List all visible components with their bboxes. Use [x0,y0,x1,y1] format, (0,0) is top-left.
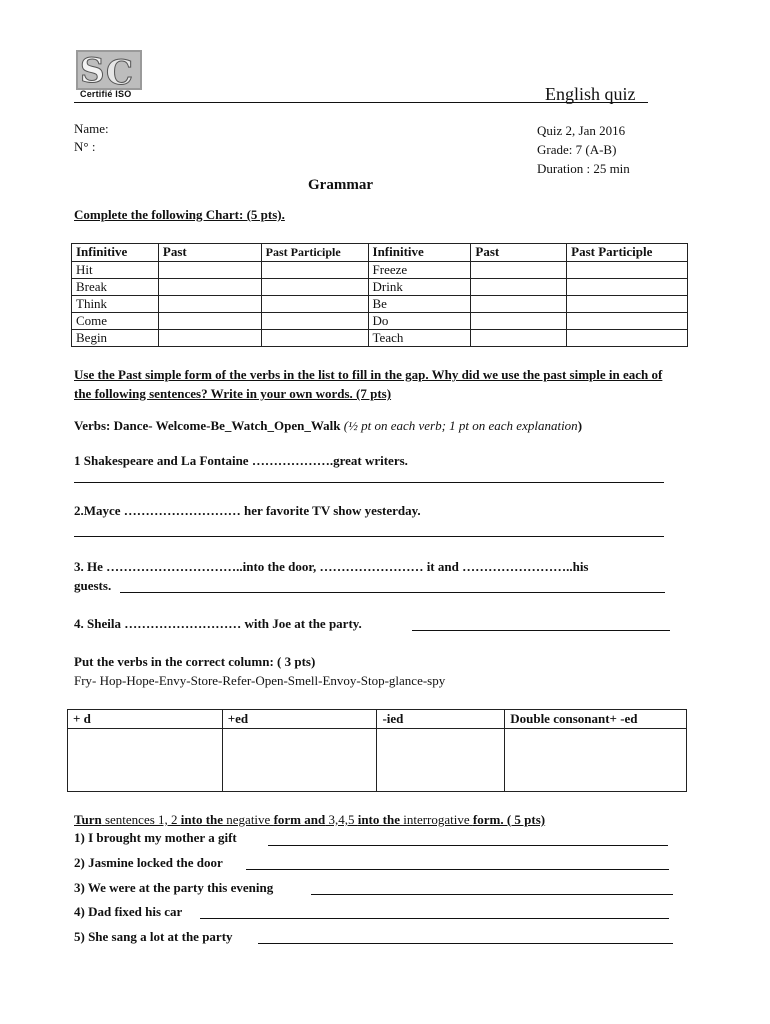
header-cell: Past Participle [261,244,368,262]
answer-cell[interactable] [158,262,261,279]
answer-line[interactable] [74,482,664,483]
transform-item-3: 3) We were at the party this evening [74,880,274,895]
answer-cell[interactable] [567,279,688,296]
table-row [72,262,688,279]
verbs-note: (½ pt on each verb; 1 pt on each explanation [343,418,578,433]
exercise3-instruction: Put the verbs in the correct column: ( 3 pts) [74,654,316,669]
verbs-close: ) [577,418,583,433]
answer-line[interactable] [412,630,670,631]
answer-cell[interactable] [471,279,567,296]
answer-cell[interactable] [471,262,567,279]
sentence-2: 2.Mayce ……………………… her favorite TV show yesterday. [74,503,421,518]
answer-cell[interactable] [567,262,688,279]
verb-cell: Come [72,313,159,330]
header-cell: Infinitive [72,244,159,262]
document-title: English quiz [545,84,636,104]
answer-cell[interactable] [261,330,368,347]
answer-cell[interactable] [261,313,368,330]
header-cell: Infinitive [368,244,471,262]
answer-cell[interactable] [261,279,368,296]
sentence-3: 3. He …………………………..into the door, …………………… it and ……………………..his [74,559,589,574]
duration: Duration : 25 min [537,161,630,176]
verb-cell: Think [72,296,159,313]
answer-line[interactable] [120,592,665,593]
verb-cell: Do [368,313,471,330]
exercise2-instruction: Use the Past simple form of the verbs in the list to fill in the gap. Why did we use the past simple in each of the following sentences? Write in your own words. (7 pts) [74,367,663,401]
sentence-4: 4. Sheila ……………………… with Joe at the party. [74,616,362,631]
instr-part: Turn [74,812,102,827]
verb-chart [71,243,688,347]
verb-cell: Teach [368,330,471,347]
answer-cell[interactable] [567,313,688,330]
answer-cell[interactable] [261,296,368,313]
answer-cell[interactable] [471,330,567,347]
verb-cell: Drink [368,279,471,296]
svg-text:C: C [106,53,134,92]
answer-cell[interactable] [567,296,688,313]
svg-text:S: S [80,51,105,91]
grade: Grade: 7 (A-B) [537,142,617,157]
table-row [72,296,688,313]
verb-cell: Hit [72,262,159,279]
header-cell: Past [158,244,261,262]
section-title: Grammar [308,177,373,193]
answer-cell[interactable] [377,729,505,792]
sentence-1: 1 Shakespeare and La Fontaine ……………….great writers. [74,453,408,468]
instr-part: negative [223,812,274,827]
verb-chart-header [72,244,688,262]
answer-line[interactable] [246,869,669,870]
answer-cell[interactable] [158,330,261,347]
instr-part: into the [357,812,400,827]
transform-item-1: 1) I brought my mother a gift [74,830,237,845]
exercise1-instruction: Complete the following Chart: (5 pts). [74,207,285,222]
answer-cell[interactable] [471,296,567,313]
transform-item-2: 2) Jasmine locked the door [74,855,223,870]
verb-cell: Be [368,296,471,313]
answer-cell[interactable] [471,313,567,330]
answer-cell[interactable] [158,296,261,313]
answer-line[interactable] [311,894,673,895]
answer-line[interactable] [258,943,673,944]
header-cell: Double consonant+ -ed [505,710,687,729]
header-cell: + d [68,710,223,729]
verbs-label: Verbs: Dance- Welcome-Be_Watch_Open_Walk [74,418,341,433]
logo-caption: Certifié ISO [80,89,132,99]
header-cell: +ed [222,710,377,729]
verb-cell: Break [72,279,159,296]
instr-part: sentences 1, 2 [101,812,181,827]
table-row [72,279,688,296]
number-label: N° : [74,139,96,154]
quiz-meta [537,121,630,178]
spelling-chart [67,709,687,792]
answer-cell[interactable] [158,279,261,296]
answer-cell[interactable] [222,729,377,792]
header-cell: Past [471,244,567,262]
spelling-chart-header [68,710,687,729]
instr-part: form. ( 5 pts) [472,812,546,827]
table-row [72,330,688,347]
answer-cell[interactable] [505,729,687,792]
name-label: Name: [74,121,109,136]
exercise3-verb-list: Fry- Hop-Hope-Envy-Store-Refer-Open-Smell-Envoy-Stop-glance-spy [74,673,446,688]
verb-cell: Freeze [368,262,471,279]
answer-line[interactable] [74,536,664,537]
answer-cell[interactable] [261,262,368,279]
header-cell: Past Participle [567,244,688,262]
quiz-number: Quiz 2, Jan 2016 [537,123,626,138]
table-row [68,729,687,792]
exercise4-instruction [74,812,545,828]
transform-item-4: 4) Dad fixed his car [74,904,183,919]
answer-cell[interactable] [567,330,688,347]
instr-part: into the [180,812,224,827]
header-cell: -ied [377,710,505,729]
verb-bank [74,418,582,434]
answer-cell[interactable] [158,313,261,330]
instr-part: 3,4,5 [325,812,358,827]
answer-line[interactable] [200,918,669,919]
instr-part: interrogative [399,812,473,827]
instr-part: form and [273,812,326,827]
answer-cell[interactable] [68,729,223,792]
table-row [72,313,688,330]
sentence-3-continued: guests. [74,578,112,593]
answer-line[interactable] [268,845,668,846]
verb-cell: Begin [72,330,159,347]
transform-item-5: 5) She sang a lot at the party [74,929,233,944]
